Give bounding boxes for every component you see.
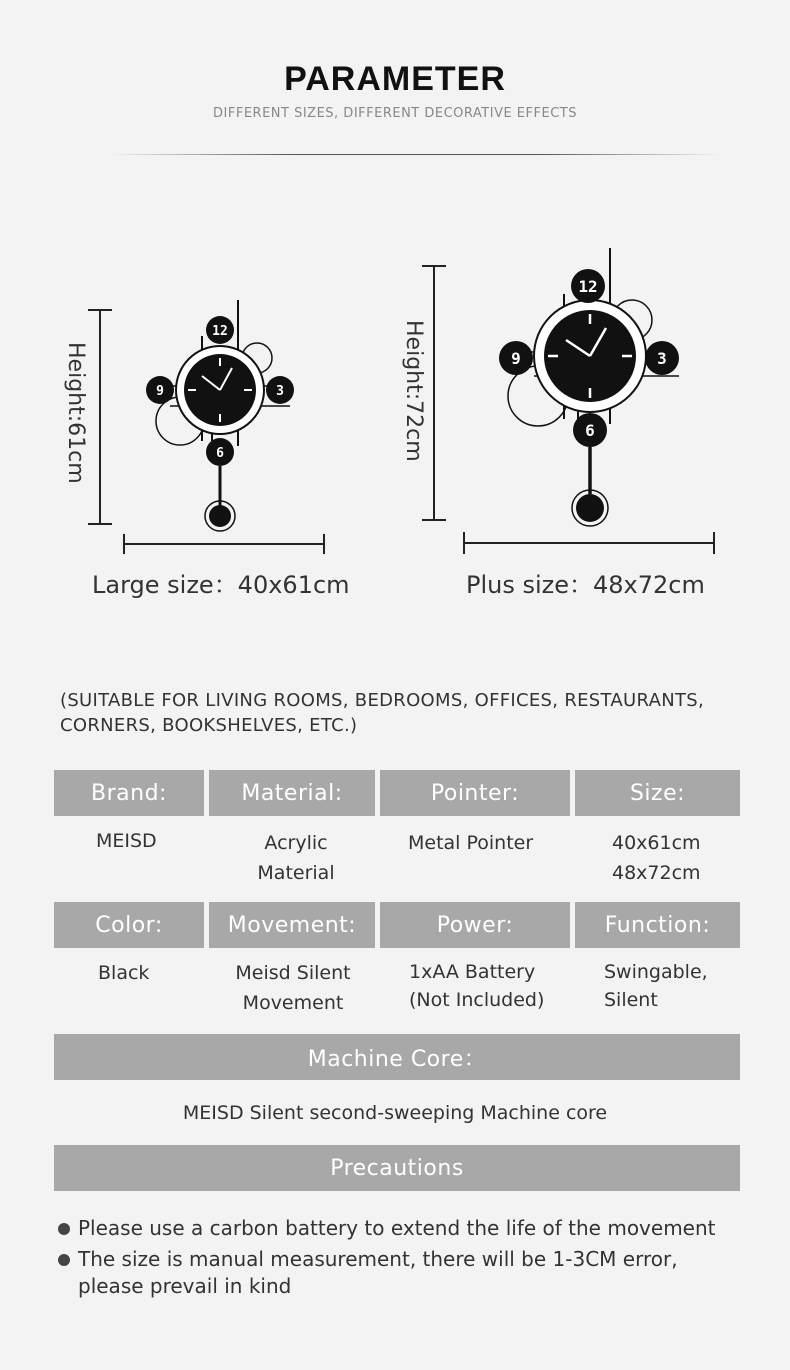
- pointer-header: Pointer:: [380, 770, 570, 816]
- plus-clock-icon: [494, 244, 694, 532]
- page-title: PARAMETER: [284, 60, 506, 98]
- plus-width-dimension: [460, 530, 720, 558]
- pointer-value: Metal Pointer: [408, 832, 534, 854]
- plus-size-label: Plus size：48x72cm: [466, 571, 705, 599]
- plus-numeral-9: 9: [511, 349, 521, 368]
- material-value: Acrylic Material: [257, 832, 335, 884]
- large-height-label: Height:61cm: [63, 342, 88, 484]
- plus-height-label: Height:72cm: [401, 320, 426, 462]
- brand-value: MEISD: [96, 830, 157, 852]
- page-subtitle: DIFFERENT SIZES, DIFFERENT DECORATIVE EFFECTS: [213, 106, 577, 121]
- power-value: 1xAA Battery (Not Included): [409, 961, 545, 1011]
- large-size-label: Large size：40x61cm: [92, 571, 350, 599]
- bullet-dot: [58, 1254, 70, 1266]
- machine-core-value: MEISD Silent second-sweeping Machine core: [182, 1102, 608, 1124]
- precaution-item: Please use a carbon battery to extend the life of the movement: [78, 1216, 716, 1240]
- usage-note: (SUITABLE FOR LIVING ROOMS, BEDROOMS, OFFICES, RESTAURANTS, CORNERS, BOOKSHELVES, ETC.): [60, 690, 705, 736]
- color-value: Black: [98, 962, 150, 984]
- bullet-dot: [58, 1223, 70, 1235]
- large-numeral-12: 12: [212, 324, 228, 339]
- color-header: Color:: [54, 902, 204, 948]
- brand-header: Brand:: [54, 770, 204, 816]
- precaution-item: The size is manual measurement, there will be 1-3CM error, please prevail in kind: [78, 1247, 678, 1298]
- large-numeral-9: 9: [156, 384, 164, 399]
- large-numeral-6: 6: [216, 446, 224, 461]
- function-value: Swingable, Silent: [604, 961, 708, 1011]
- large-clock-icon: [140, 296, 300, 532]
- machine-core-header: Machine Core：: [54, 1034, 740, 1080]
- material-header: Material:: [209, 770, 375, 816]
- size-value: 40x61cm 48x72cm: [612, 832, 701, 884]
- function-header: Function:: [575, 902, 740, 948]
- plus-numeral-3: 3: [657, 349, 667, 368]
- movement-value: Meisd Silent Movement: [235, 962, 351, 1014]
- plus-numeral-12: 12: [578, 277, 598, 296]
- size-header: Size:: [575, 770, 740, 816]
- title-divider: [110, 154, 720, 155]
- large-height-dimension: [86, 306, 116, 528]
- plus-numeral-6: 6: [585, 421, 595, 440]
- movement-header: Movement:: [209, 902, 375, 948]
- large-numeral-3: 3: [276, 384, 284, 399]
- precautions-header: Precautions: [54, 1145, 740, 1191]
- power-header: Power:: [380, 902, 570, 948]
- large-width-dimension: [120, 532, 330, 558]
